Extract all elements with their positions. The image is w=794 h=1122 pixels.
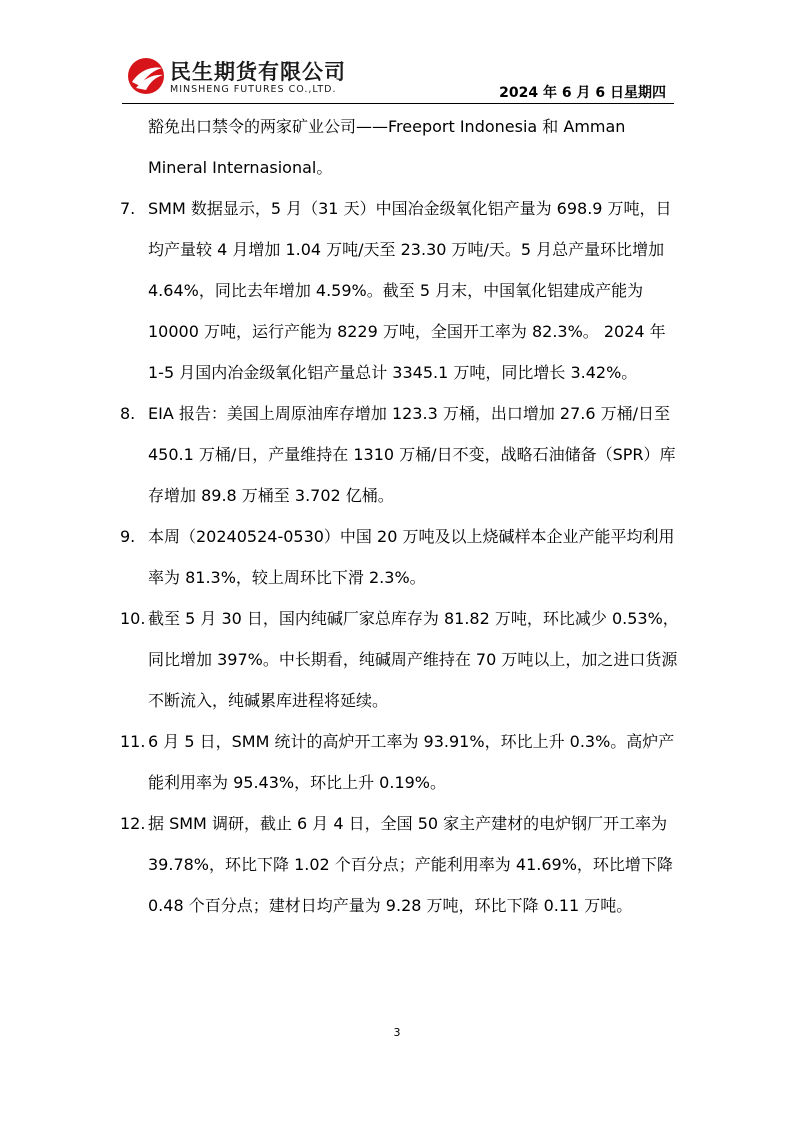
- item-text: EIA 报告：美国上周原油库存增加 123.3 万桶，出口增加 27.6 万桶/日至 450.1 万桶/日，产量维持在 1310 万桶/日不变，战略石油储备（SPR）库存增加 89.8 万桶至 3.702 亿桶。: [148, 404, 676, 505]
- item-number: 10.: [120, 609, 146, 628]
- company-logo: [126, 54, 366, 100]
- list-item: [120, 721, 680, 803]
- item-text: 截至 5 月 30 日，国内纯碱厂家总库存为 81.82 万吨，环比减少 0.53%，同比增加 397%。中长期看，纯碱周产维持在 70 万吨以上，加之进口货源不断流入，纯碱累库进程将延续。: [148, 609, 679, 710]
- document-body: [120, 106, 680, 926]
- list-item: [120, 393, 680, 516]
- list-item: [120, 803, 680, 926]
- item-number: 8.: [120, 404, 136, 423]
- item-number: 11.: [120, 732, 146, 751]
- list-item: [120, 188, 680, 393]
- page-number: 3: [393, 1026, 401, 1039]
- item-text: 本周（20240524-0530）中国 20 万吨及以上烧碱样本企业产能平均利用率为 81.3%，较上周环比下滑 2.3%。: [148, 527, 675, 587]
- header-divider: [122, 103, 674, 104]
- item-text: 6 月 5 日，SMM 统计的高炉开工率为 93.91%，环比上升 0.3%。高炉产能利用率为 95.43%，环比上升 0.19%。: [148, 732, 675, 792]
- company-name-en: MINSHENG FUTURES CO.,LTD.: [170, 84, 337, 95]
- company-name-cn: 民生期货有限公司: [170, 60, 346, 84]
- list-item: [120, 598, 680, 721]
- item-text: SMM 数据显示，5 月（31 天）中国冶金级氧化铝产量为 698.9 万吨，日均产量较 4 月增加 1.04 万吨/天至 23.30 万吨/天。5 月总产量环比增加 4.64%，同比去年增加 4.59%。截至 5 月末，中国氧化铝建成产能为 10000 万吨，运行产能为 8229 万吨，全国开工率为 82.3%。 2024 年 1-5 月国内冶金级氧化铝产量总计 3345.1 万吨，同比增长 3.42%。: [148, 199, 672, 382]
- header-date: 2024 年 6 月 6 日星期四: [499, 85, 666, 101]
- minsheng-logo-icon: [126, 56, 166, 96]
- list-item: [120, 516, 680, 598]
- continuation-paragraph: 豁免出口禁令的两家矿业公司——Freeport Indonesia 和 Amman Mineral Internasional。: [148, 117, 626, 177]
- item-text: 据 SMM 调研，截止 6 月 4 日，全国 50 家主产建材的电炉钢厂开工率为 39.78%，环比下降 1.02 个百分点；产能利用率为 41.69%，环比增下降 0.48 个百分点；建材日均产量为 9.28 万吨，环比下降 0.11 万吨。: [148, 814, 673, 915]
- page-header: [122, 54, 674, 104]
- item-number: 12.: [120, 814, 146, 833]
- item-number: 7.: [120, 199, 136, 218]
- item-number: 9.: [120, 527, 136, 546]
